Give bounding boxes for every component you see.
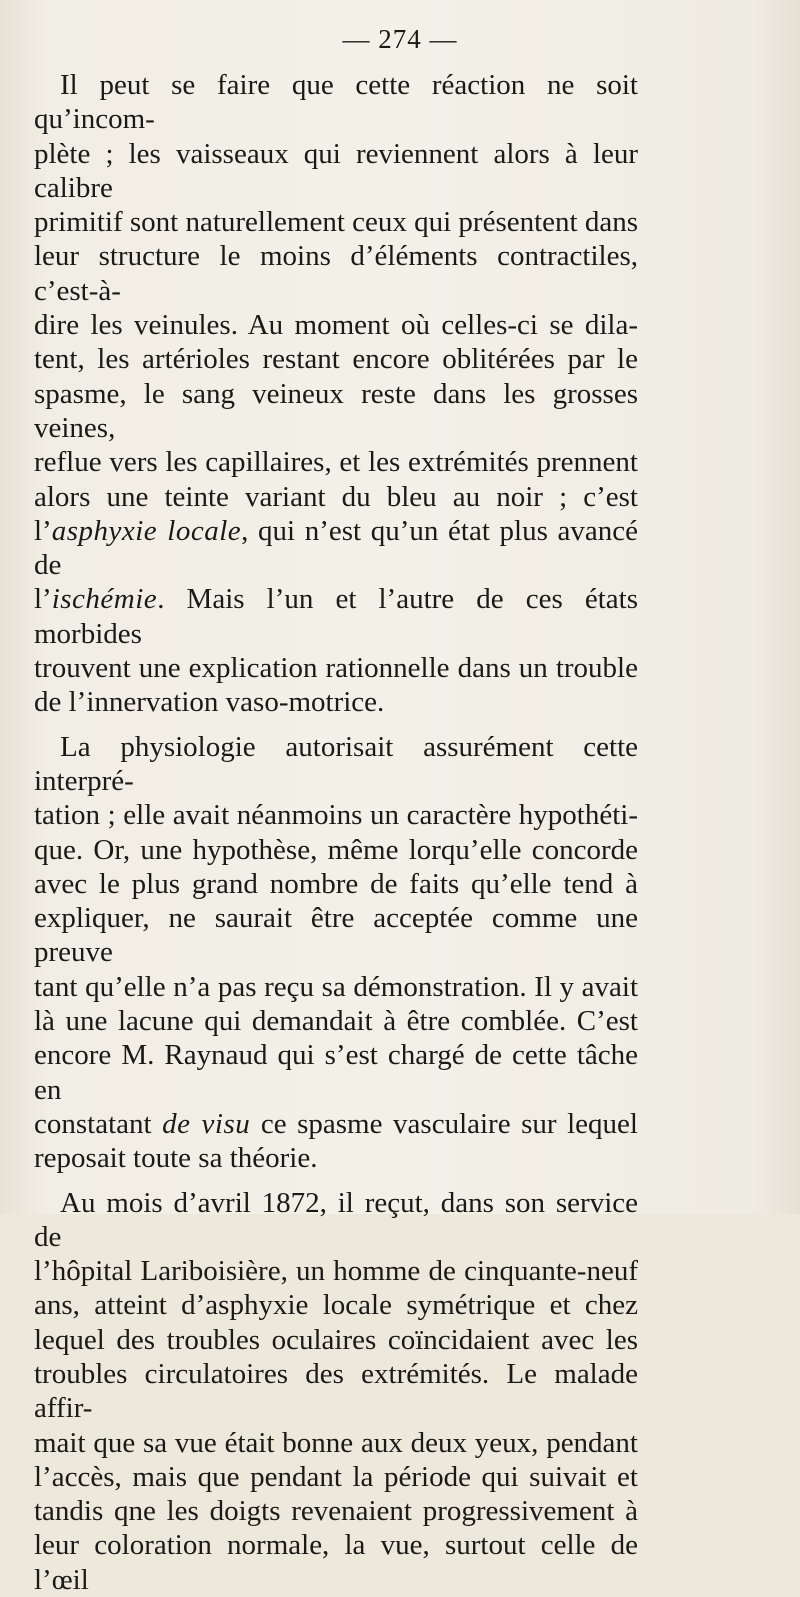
text-line xyxy=(34,798,638,832)
text-run: alors une teinte variant du bleu au noir ; c’est xyxy=(34,481,638,513)
text-line xyxy=(34,1254,638,1288)
text-line xyxy=(34,901,638,970)
text-run: reflue vers les capillaires, et les extrémités prennent xyxy=(34,446,638,478)
text-line xyxy=(34,685,638,719)
text-run: plète ; les vaisseaux qui reviennent alors à leur calibre xyxy=(34,138,638,204)
text-line xyxy=(34,582,638,651)
text-line xyxy=(34,1460,638,1494)
text-line xyxy=(34,867,638,901)
text-run: l’accès, mais que pendant la période qui suivait et xyxy=(34,1461,638,1493)
text-run: troubles circulatoires des extrémités. Le malade affir- xyxy=(34,1358,638,1424)
text-line xyxy=(34,1494,638,1528)
text-line xyxy=(34,651,638,685)
text-run: tation ; elle avait néanmoins un caractère hypothéti- xyxy=(34,799,638,831)
text-line xyxy=(34,970,638,1004)
text-line xyxy=(34,730,638,799)
text-run: trouvent une explication rationnelle dans un trouble xyxy=(34,652,638,684)
text-run: ce spasme vasculaire sur lequel xyxy=(250,1108,638,1140)
text-run: l’ xyxy=(34,583,52,615)
page-number: — 274 — xyxy=(0,24,800,55)
text-line xyxy=(34,1528,638,1597)
text-run: constatant xyxy=(34,1108,162,1140)
text-line xyxy=(34,1186,638,1255)
text-run: mait que sa vue était bonne aux deux yeux, pendant xyxy=(34,1427,638,1459)
text-run: avec le plus grand nombre de faits qu’elle tend à xyxy=(34,868,638,900)
text-run: dire les veinules. Au moment où celles-ci se dila- xyxy=(34,309,638,341)
text-run: que. Or, une hypothèse, même lorqu’elle concorde xyxy=(34,834,638,866)
text-line xyxy=(34,137,638,206)
text-line xyxy=(34,342,638,376)
text-run: l’ xyxy=(34,515,52,547)
text-line xyxy=(34,239,638,308)
text-run: spasme, le sang veineux reste dans les grosses veines, xyxy=(34,378,638,444)
text-line xyxy=(34,1141,638,1175)
text-line xyxy=(34,308,638,342)
text-run: tandis qne les doigts revenaient progressivement à xyxy=(34,1495,638,1527)
text-line xyxy=(34,1038,638,1107)
italic-text: ischémie xyxy=(52,583,157,615)
text-run: La physiologie autorisait assurément cette interpré- xyxy=(34,731,638,797)
text-line xyxy=(34,1323,638,1357)
text-run: leur structure le moins d’éléments contractiles, c’est-à- xyxy=(34,240,638,306)
text-line xyxy=(34,377,638,446)
text-run: , qui n’est qu’un état plus avancé de xyxy=(34,515,638,581)
text-line xyxy=(34,1426,638,1460)
italic-text: de visu xyxy=(162,1108,250,1140)
text-run: tant qu’elle n’a pas reçu sa démonstration. Il y avait xyxy=(34,971,638,1003)
text-line xyxy=(34,445,638,479)
text-line xyxy=(34,68,638,137)
text-run: expliquer, ne saurait être acceptée comme une preuve xyxy=(34,902,638,968)
text-run: . Mais l’un et l’autre de ces états morbides xyxy=(34,583,638,649)
text-run: l’hôpital Lariboisière, un homme de cinquante-neuf xyxy=(34,1255,638,1287)
text-run: primitif sont naturellement ceux qui présentent dans xyxy=(34,206,638,238)
text-line xyxy=(34,480,638,514)
text-run: ans, atteint d’asphyxie locale symétrique et chez xyxy=(34,1289,638,1321)
text-run: encore M. Raynaud qui s’est chargé de cette tâche en xyxy=(34,1039,638,1105)
text-run: Au mois d’avril 1872, il reçut, dans son service de xyxy=(34,1187,638,1253)
text-run: leur coloration normale, la vue, surtout celle de l’œil xyxy=(34,1529,638,1595)
text-run: de l’innervation vaso-motrice. xyxy=(34,686,384,718)
text-line xyxy=(34,205,638,239)
paragraph xyxy=(34,730,638,1176)
paragraph xyxy=(34,68,638,720)
paragraph xyxy=(34,1186,638,1597)
text-run: là une lacune qui demandait à être comblée. C’est xyxy=(34,1005,638,1037)
text-run: lequel des troubles oculaires coïncidaient avec les xyxy=(34,1324,638,1356)
text-run: reposait toute sa théorie. xyxy=(34,1142,317,1174)
text-line xyxy=(34,1004,638,1038)
body-text xyxy=(34,68,638,1597)
text-line xyxy=(34,1107,638,1141)
italic-text: asphyxie locale xyxy=(52,515,241,547)
text-line xyxy=(34,833,638,867)
text-line xyxy=(34,514,638,583)
text-line xyxy=(34,1288,638,1322)
text-line xyxy=(34,1357,638,1426)
text-run: Il peut se faire que cette réaction ne soit qu’incom- xyxy=(34,69,638,135)
text-run: tent, les artérioles restant encore oblitérées par le xyxy=(34,343,638,375)
